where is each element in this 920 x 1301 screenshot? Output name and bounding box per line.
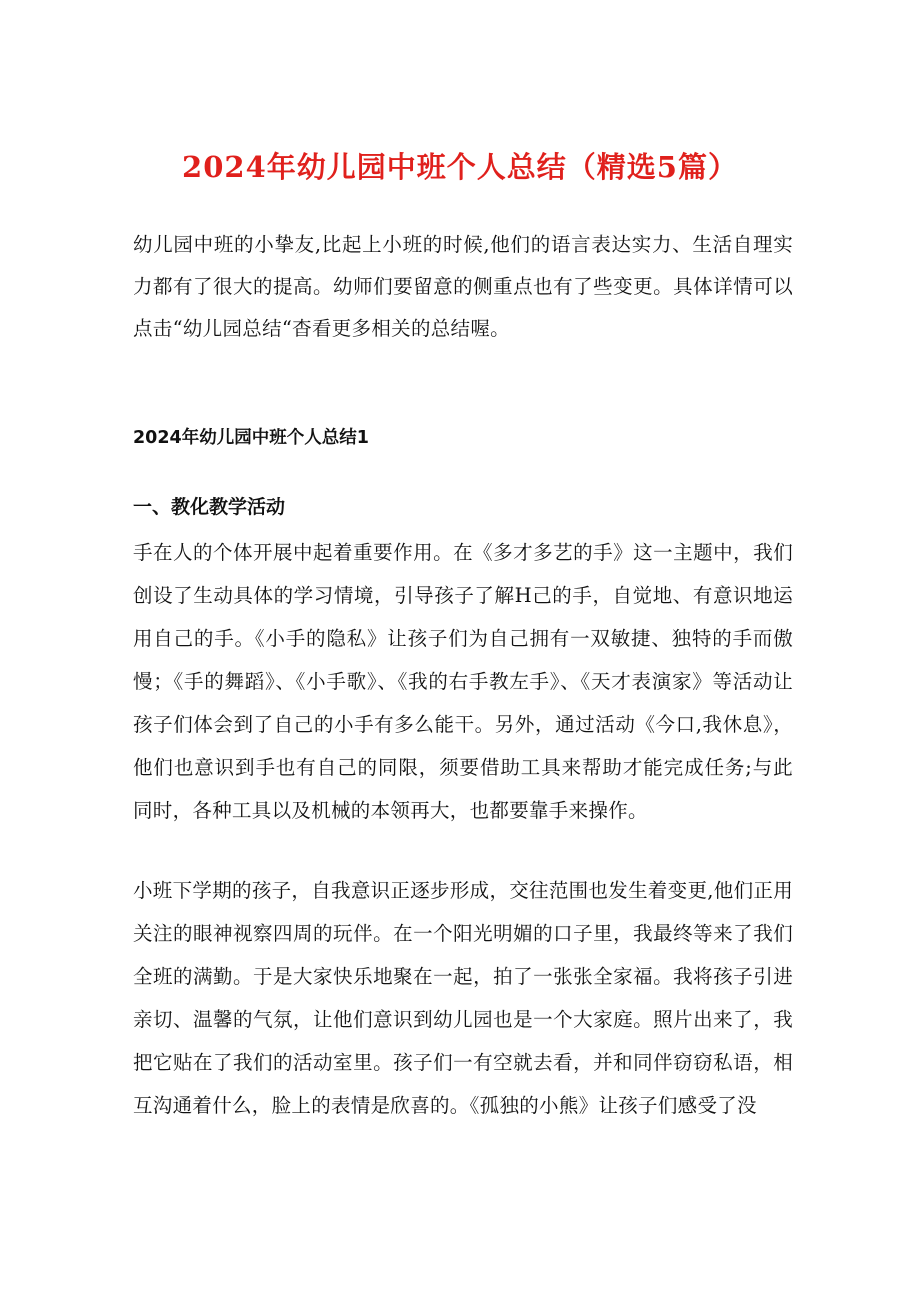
- body-paragraph-1: 手在人的个体开展中起着重要作用。在《多才多艺的手》这一主题中，我们创设了生动具体的学习情境，引导孩子了解H己的手，自觉地、有意识地运用自己的手。《小手的隐私》让孩子们为自己拥有一双敏捷、独特的手而傲慢；《手的舞蹈》、《小手歌》、《我的右手教左手》、《天才表演家》等活动让孩子们体会到了自己的小手有多么能干。另外，通过活动《今口,我休息》，他们也意识到手也有自己的同限，须要借助工具来帮助才能完成任务;与此同时，各种工具以及机械的本领再大，也都要靠手来操作。: [133, 541, 793, 822]
- document-title: 2024年幼儿园中班个人总结（精选5篇）: [182, 150, 738, 184]
- sub-heading: 一、教化教学活动: [133, 496, 286, 518]
- section-heading: 2024年幼儿园中班个人总结1: [133, 428, 369, 448]
- body-paragraph-2: 小班下学期的孩子，自我意识正逐步形成，交往范围也发生着变更,他们正用关注的眼神视察四周的玩伴。在一个阳光明媚的口子里，我最终等来了我们全班的满勤。于是大家快乐地聚在一起，拍了一张张全家福。我将孩子引进亲切、温馨的气氛，让他们意识到幼儿园也是一个大家庭。照片出来了，我把它贴在了我们的活动室里。孩子们一有空就去看，并和同伴窃窃私语，相互沟通着什么，脸上的表情是欣喜的。《孤独的小熊》让孩子们感受了没: [133, 879, 793, 1117]
- intro-paragraph: 幼儿园中班的小挚友,比起上小班的时候,他们的语言表达实力、生活自理实力都有了很大的提高。幼师们要留意的侧重点也有了些变更。具体详情可以点击“幼儿园总结“杳看更多相关的总结喔。: [133, 233, 793, 340]
